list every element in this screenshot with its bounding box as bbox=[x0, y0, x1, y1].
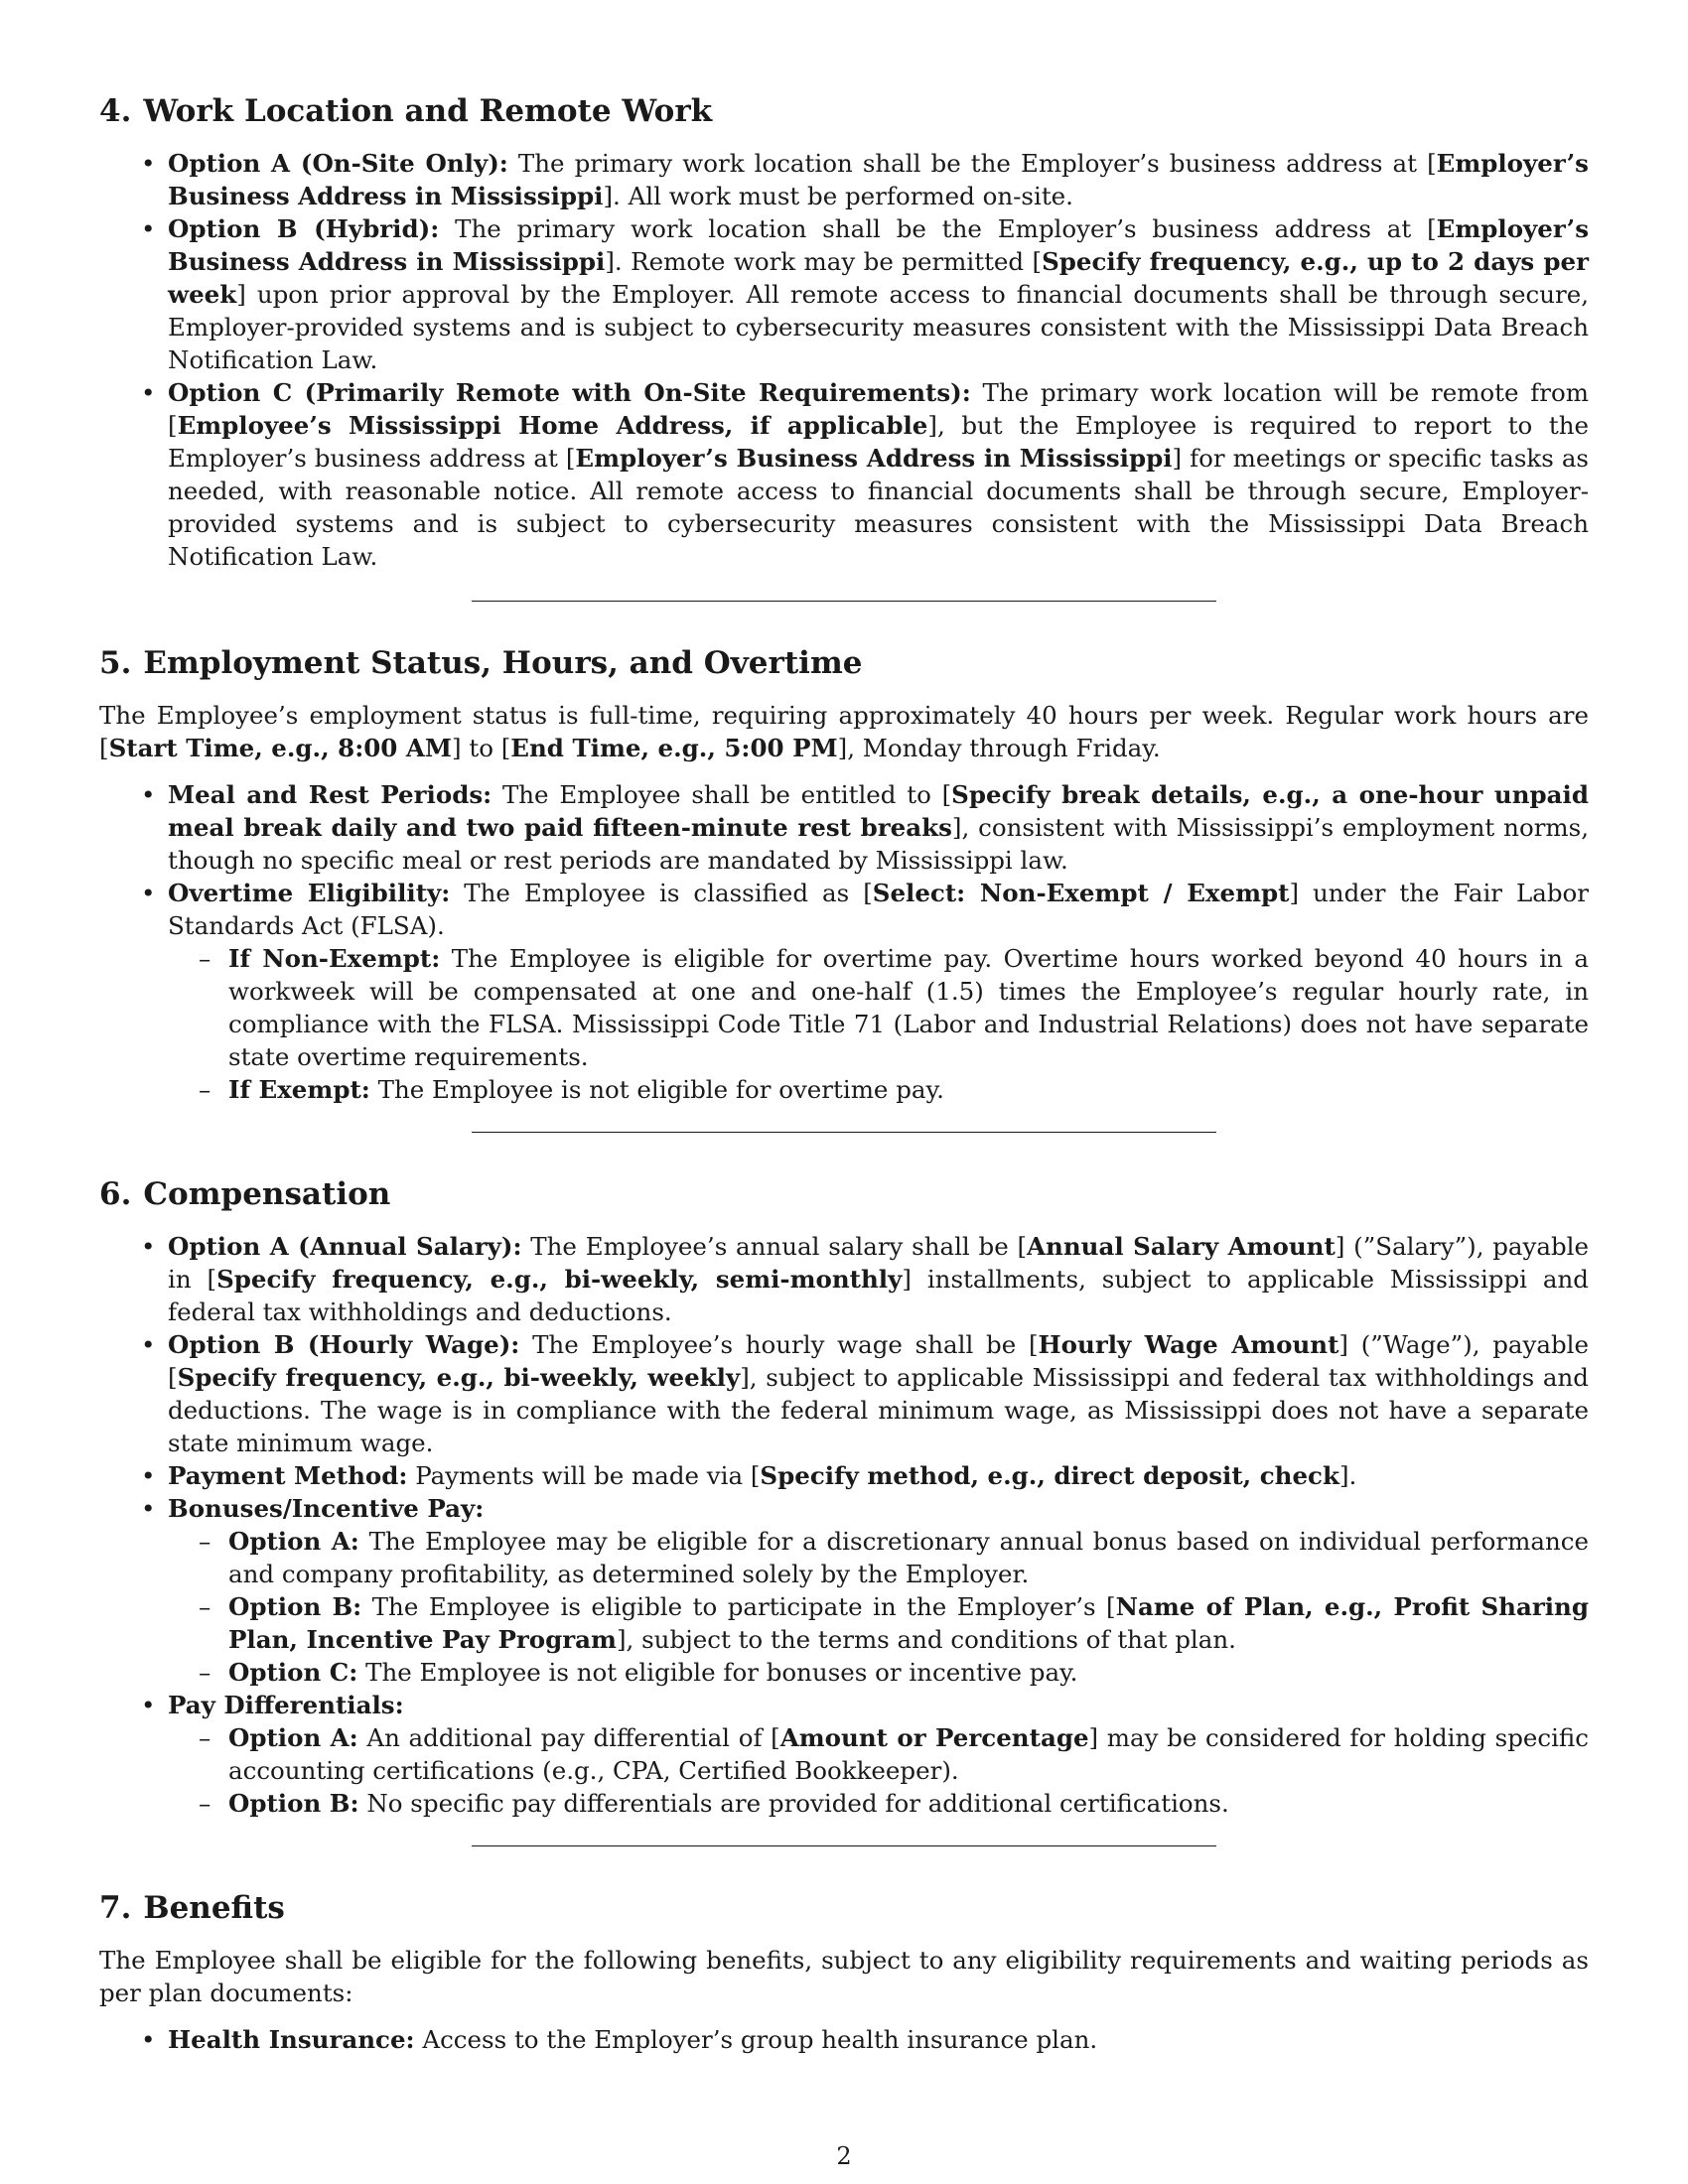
bullet-icon: • bbox=[141, 780, 156, 809]
page-number: 2 bbox=[836, 2142, 852, 2170]
differential-options bbox=[168, 1721, 1589, 1820]
bullet-icon: • bbox=[141, 879, 156, 907]
dash-icon: – bbox=[199, 1592, 211, 1621]
list-item: – Option A: An additional pay differential of [Amount or Percentage] may be considered for holding specific accounting certifications (e.g., CPA, Certified Bookkeeper). bbox=[199, 1723, 1589, 1785]
bullet-icon: • bbox=[141, 1461, 156, 1490]
list-item: – Option C: The Employee is not eligible for bonuses or incentive pay. bbox=[199, 1658, 1078, 1687]
section-heading-work-location: 4. Work Location and Remote Work bbox=[99, 93, 713, 129]
bullet-icon: • bbox=[141, 1330, 156, 1359]
list-item: • Option B (Hybrid): The primary work location shall be the Employer’s business address at [Employer’s Business Address in Mississippi]. Remote work may be permitted [Specify frequency, e.g., up to 2 days per week] upon prior approval by the Employer. All remote access to financial documents shall be through secure, Employer-provided systems and is subject to cybersecurity measures consistent with the Mississippi Data Breach Notification Law. bbox=[141, 214, 1590, 374]
list-item: • Payment Method: Payments will be made via [Specify method, e.g., direct deposit, check]. bbox=[141, 1461, 1357, 1490]
dash-icon: – bbox=[199, 1527, 211, 1556]
bullet-icon: • bbox=[141, 214, 156, 243]
dash-icon: – bbox=[199, 944, 211, 973]
list-item: • Health Insurance: Access to the Employer’s group health insurance plan. bbox=[141, 2025, 1098, 2054]
list-item: • Option A (Annual Salary): The Employee’s annual salary shall be [Annual Salary Amount] (”Salary”), payable in [Specify frequency, e.g., bi-weekly, semi-monthly] installments, subject to applicable Mississippi and federal tax withholdings and deductions. bbox=[141, 1232, 1589, 1326]
section-heading-employment-status: 5. Employment Status, Hours, and Overtime bbox=[99, 645, 863, 681]
list-item: – Option A: The Employee may be eligible for a discretionary annual bonus based on individual performance and company profitability, as determined solely by the Employer. bbox=[199, 1527, 1589, 1588]
list-item: • Overtime Eligibility: The Employee is classified as [Select: Non-Exempt / Exempt] under the Fair Labor Standards Act (FLSA). – If Non-Exempt: The Employee is eligible for overtime pay. Overtime hours worked beyond 40 hours in a workweek will be compensated at one and one-half (1.5) times the Employee’s regular hourly rate, in compliance with the FLSA. Mississippi Code Title 71 (Labor and Industrial Relations) does not have separate state overtime requirements. – If Exempt: The Employee is not eligible for overtime pay. bbox=[141, 879, 1589, 1104]
list-item: • Option B (Hourly Wage): The Employee’s hourly wage shall be [Hourly Wage Amount] (”Wage”), payable [Specify frequency, e.g., bi-weekly, weekly], subject to applicable Mississippi and federal tax withholdings and deductions. The wage is in compliance with the federal minimum wage, as Mississippi does not have a separate state minimum wage. bbox=[141, 1330, 1589, 1457]
bullet-icon: • bbox=[141, 149, 156, 178]
list-item: – Option B: The Employee is eligible to participate in the Employer’s [Name of Plan, e.g., Profit Sharing Plan, Incentive Pay Program], subject to the terms and conditions of that plan. bbox=[199, 1592, 1589, 1654]
list-item: • Pay Differentials: – Option A: An additional pay differential of [Amount or Percentage] may be considered for holding specific accounting certifications (e.g., CPA, Certified Bookkeeper). – Option B: No specific pay differentials are provided for additional certifications. bbox=[141, 1691, 1589, 1818]
benefits-list bbox=[99, 2023, 1589, 2056]
list-item: – Option B: No specific pay differentials are provided for additional certifications. bbox=[199, 1789, 1229, 1818]
list-item: • Option C (Primarily Remote with On-Site Requirements): The primary work location will be remote from [Employee’s Mississippi Home Address, if applicable], but the Employee is required to report to the Employer’s business address at [Employer’s Business Address in Mississippi] for meetings or specific tasks as needed, with reasonable notice. All remote access to financial documents shall be through secure, Employer-provided systems and is subject to cybersecurity measures consistent with the Mississippi Data Breach Notification Law. bbox=[141, 378, 1590, 571]
bonus-options bbox=[168, 1525, 1589, 1689]
benefits-intro-paragraph: The Employee shall be eligible for the following benefits, subject to any eligibility requirements and waiting periods as per plan documents: bbox=[99, 1946, 1589, 2007]
list-item: • Meal and Rest Periods: The Employee shall be entitled to [Specify break details, e.g., a one-hour unpaid meal break daily and two paid fifteen-minute rest breaks], consistent with Mississippi’s employment norms, though no specific meal or rest periods are mandated by Mississippi law. bbox=[141, 780, 1590, 875]
dash-icon: – bbox=[199, 1723, 211, 1752]
employment-status-paragraph: The Employee’s employment status is full-time, requiring approximately 40 hours per week. Regular work hours are [Start Time, e.g., 8:00 AM] to [End Time, e.g., 5:00 PM], Monday through Friday. bbox=[99, 701, 1589, 762]
compensation-list bbox=[99, 1230, 1589, 1820]
section-heading-compensation: 6. Compensation bbox=[99, 1176, 391, 1212]
list-item: – If Non-Exempt: The Employee is eligible for overtime pay. Overtime hours worked beyond 40 hours in a workweek will be compensated at one and one-half (1.5) times the Employee’s regular hourly rate, in compliance with the FLSA. Mississippi Code Title 71 (Labor and Industrial Relations) does not have separate state overtime requirements. bbox=[199, 944, 1589, 1071]
bullet-icon: • bbox=[141, 1691, 156, 1719]
bullet-icon: • bbox=[141, 2025, 156, 2054]
section-heading-benefits: 7. Benefits bbox=[99, 1890, 285, 1926]
list-item: – If Exempt: The Employee is not eligible for overtime pay. bbox=[199, 1075, 944, 1104]
work-location-options bbox=[99, 147, 1589, 573]
bullet-icon: • bbox=[141, 378, 156, 407]
list-item: • Bonuses/Incentive Pay: – Option A: The Employee may be eligible for a discretionary annual bonus based on individual performance and company profitability, as determined solely by the Employer. – Option B: The Employee is eligible to participate in the Employer’s [Name of Plan, e.g., Profit Sharing Plan, Incentive Pay Program], subject to the terms and conditions of that plan. – Option C: The Employee is not eligible for bonuses or incentive pay. bbox=[141, 1494, 1589, 1687]
bullet-icon: • bbox=[141, 1494, 156, 1523]
dash-icon: – bbox=[199, 1075, 211, 1104]
hours-list bbox=[99, 778, 1589, 1106]
list-item: • Option A (On-Site Only): The primary work location shall be the Employer’s business address at [Employer’s Business Address in Mississippi]. All work must be performed on-site. bbox=[141, 149, 1589, 210]
dash-icon: – bbox=[199, 1658, 211, 1687]
dash-icon: – bbox=[199, 1789, 211, 1818]
overtime-sublist bbox=[168, 942, 1589, 1106]
document-page bbox=[99, 91, 1589, 2056]
bullet-icon: • bbox=[141, 1232, 156, 1261]
